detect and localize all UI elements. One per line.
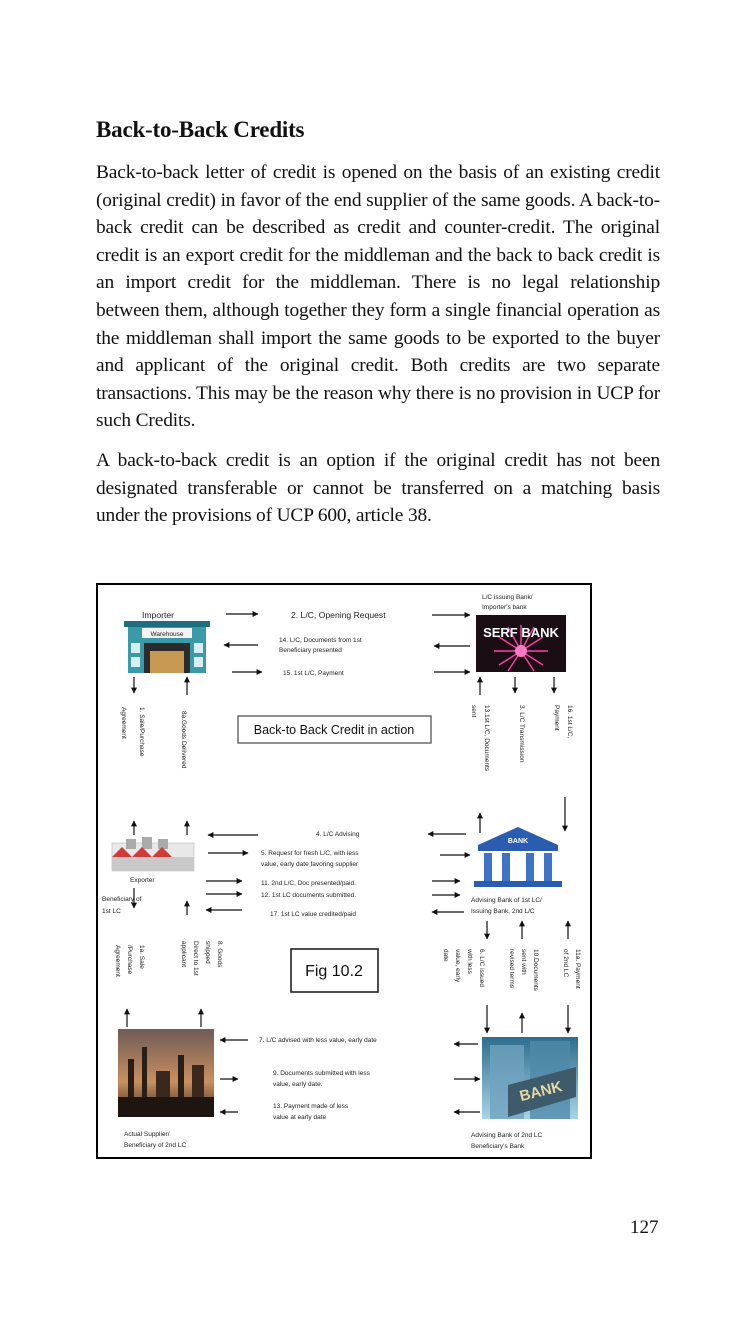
issuing-bank-label-2: Importer's bank bbox=[482, 604, 527, 611]
warehouse-icon bbox=[124, 621, 210, 673]
step-11a-label-1: 11a. Payment bbox=[574, 949, 581, 989]
exporter-supplier-caption-2: Beneficiary of 2nd LC bbox=[124, 1142, 187, 1149]
back-to-back-credit-diagram bbox=[96, 583, 592, 1159]
exporter-middle-caption-2: 1st LC bbox=[102, 908, 121, 915]
exporter-middle-caption-1: Beneficiary of bbox=[102, 896, 142, 903]
step-8-label-3: Direct to 1st bbox=[192, 941, 199, 976]
serf-bank-text: SERF BANK bbox=[483, 625, 559, 640]
bank-building-icon bbox=[474, 827, 562, 887]
step-8a-label: 8a.Goods Delivered bbox=[180, 711, 187, 769]
step-1a-label-2: /Purchase bbox=[126, 945, 133, 975]
factory-icon bbox=[112, 837, 194, 871]
step-16-label-1: 16. 1st L/C, bbox=[566, 705, 573, 739]
refinery-icon bbox=[118, 1029, 214, 1117]
step-8-label-2: shipped bbox=[204, 941, 211, 964]
step-14-label-2: Beneficiary presented bbox=[279, 647, 342, 654]
step-17-label: 17. 1st LC value credited/paid bbox=[270, 911, 356, 918]
step-6-label-3: value, early bbox=[454, 949, 461, 983]
bank-tower-icon bbox=[482, 1037, 578, 1119]
serf-bank-logo bbox=[476, 615, 566, 672]
issuing-bank-label-1: L/C issuing Bank/ bbox=[482, 594, 533, 601]
warehouse-sign: Warehouse bbox=[150, 631, 184, 638]
fig-label: Fig 10.2 bbox=[305, 963, 363, 980]
paragraph-option: A back-to-back credit is an option if the original credit has not been designated transferable or cannot be transferred on a matching basis under the provisions of UCP 600, article 38. bbox=[96, 450, 660, 527]
step-8-label-4: applicant bbox=[180, 941, 187, 968]
step-6-label-1: 6. L/C issued bbox=[478, 949, 485, 987]
step-10-label-2: sent with bbox=[520, 949, 527, 975]
step-13-1-label-2: sent bbox=[470, 705, 477, 718]
step-10-label-3: revised terms bbox=[508, 949, 515, 989]
step-3-label: 3. L/C Transmission bbox=[518, 705, 525, 763]
step-4-label: 4. L/C Advising bbox=[316, 831, 360, 838]
advising-bank-1-caption-1: Advising Bank of 1st LC/ bbox=[471, 897, 542, 904]
step-1a-label-3: Agreement bbox=[114, 945, 121, 977]
step-5-label-2: value, early date favoring supplier bbox=[261, 861, 359, 868]
step-12-label: 12. 1st LC documents submitted. bbox=[261, 892, 357, 899]
step-5-label-1: 5. Request for fresh L/C, with less bbox=[261, 850, 359, 857]
step-15-label: 15. 1st L/C, Payment bbox=[283, 670, 344, 677]
step-8-label-1: 8. Goods bbox=[216, 941, 223, 968]
step-14-label-1: 14. L/C, Documents from 1st bbox=[279, 637, 362, 644]
advising-bank-2-caption-1: Advising Bank of 2nd LC bbox=[471, 1132, 543, 1139]
step-1a-label-1: 1a. Sale bbox=[138, 945, 145, 969]
diagram-title: Back-to Back Credit in action bbox=[253, 723, 415, 737]
step-9-label-1: 9. Documents submitted with less bbox=[273, 1070, 370, 1077]
advising-bank-1-caption-2: Issuing Bank, 2nd L/C bbox=[471, 908, 535, 915]
step-10-label-1: 10.Documents bbox=[532, 949, 539, 991]
step-9-label-2: value, early date. bbox=[273, 1081, 323, 1088]
diagram-canvas bbox=[98, 585, 592, 1159]
step-13-label-2: value at early date bbox=[273, 1114, 327, 1121]
step-6-label-4: date bbox=[442, 949, 449, 962]
step-11a-label-2: of 2nd LC bbox=[562, 949, 569, 978]
step-13-1-label-1: 13.1st L/C, Documents bbox=[483, 705, 490, 772]
step-11-label: 11. 2nd L/C, Doc presented/paid. bbox=[261, 880, 356, 887]
step-1-label-2: Agreement bbox=[120, 707, 127, 739]
step-2-label: 2. L/C, Opening Request bbox=[291, 610, 386, 620]
advising-bank-2-caption-2: Beneficiary's Bank bbox=[471, 1143, 525, 1150]
step-1-label-1: 1. Sale/Purchase bbox=[138, 707, 145, 757]
page-number: 127 bbox=[630, 1217, 659, 1238]
advising-bank-2-logo-text: BANK bbox=[517, 1078, 564, 1106]
importer-label: Importer bbox=[142, 610, 174, 620]
advising-bank-1-logo-text: BANK bbox=[507, 838, 529, 845]
step-16-label-2: Payment bbox=[553, 705, 560, 731]
step-13-label-1: 13. Payment made of less bbox=[273, 1103, 349, 1110]
step-7-label: 7. L/C advised with less value, early date bbox=[259, 1037, 377, 1044]
exporter-label-middle: Exporter bbox=[130, 877, 155, 884]
paragraph-intro: Back-to-back letter of credit is opened on the basis of an existing credit (original credit) in favor of the end supplier of the same goods. A back-to-back credit can be described as credit and counter-credit. The original credit is an export credit for the middleman and the back to back credit is an import credit for the middleman. There is no legal relationship between them, although together they form a single financial operation as the middleman shall import the same goods to be exported to the buyer and applicant of the original credit. Both credits are two separate transactions. This may be the reason why there is no provision in UCP for such Credits. bbox=[96, 162, 660, 432]
exporter-supplier-caption-1: Actual Supplier/ bbox=[124, 1131, 170, 1138]
step-6-label-2: with less bbox=[466, 949, 473, 974]
section-heading: Back-to-Back Credits bbox=[96, 117, 305, 142]
